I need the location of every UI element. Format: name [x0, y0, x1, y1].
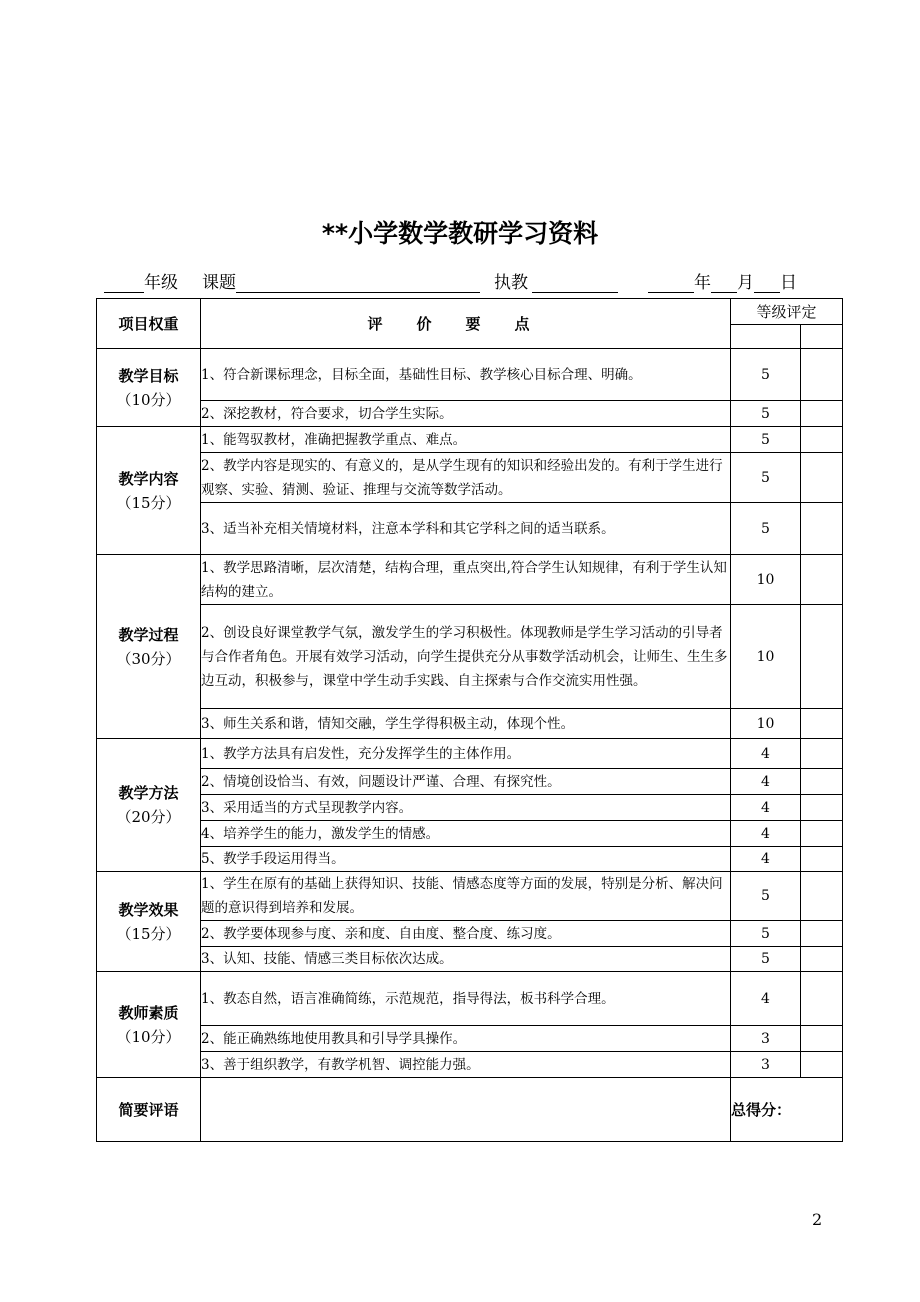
max-score: 4 [731, 739, 801, 769]
table-row [97, 847, 843, 872]
header-weight: 项目权重 [97, 299, 201, 349]
grade-input-cell[interactable] [801, 769, 843, 795]
category-cell [97, 872, 201, 972]
max-score: 5 [731, 427, 801, 453]
category-points: （10分） [116, 1027, 181, 1046]
teacher-blank[interactable] [532, 274, 618, 293]
lesson-info-line [104, 268, 824, 294]
criterion-text: 3、师生关系和谐，情知交融，学生学得积极主动，体现个性。 [201, 709, 731, 739]
grade-subheader-cell [731, 325, 801, 349]
evaluation-table [96, 298, 843, 1142]
grade-input-cell[interactable] [801, 1026, 843, 1052]
table-row [97, 1078, 843, 1142]
grade-input-cell[interactable] [801, 795, 843, 821]
grade-input-cell[interactable] [801, 605, 843, 709]
criterion-text: 1、符合新课标理念，目标全面，基础性目标、教学核心目标合理、明确。 [201, 349, 731, 401]
max-score: 5 [731, 401, 801, 427]
comment-label: 简要评语 [97, 1078, 201, 1142]
category-name: 教学目标 [118, 366, 179, 385]
criterion-text: 2、能正确熟练地使用教具和引导学具操作。 [201, 1026, 731, 1052]
criterion-text: 3、采用适当的方式呈现教学内容。 [201, 795, 731, 821]
grade-input-cell[interactable] [801, 872, 843, 921]
max-score: 4 [731, 769, 801, 795]
grade-input-cell[interactable] [801, 555, 843, 605]
criterion-text: 2、深挖教材，符合要求，切合学生实际。 [201, 401, 731, 427]
grade-label: 年级 [144, 273, 178, 293]
table-row [97, 769, 843, 795]
day-blank[interactable] [754, 274, 780, 293]
grade-input-cell[interactable] [801, 847, 843, 872]
category-points: （15分） [116, 493, 181, 512]
table-row [97, 795, 843, 821]
max-score: 4 [731, 821, 801, 847]
topic-blank[interactable] [236, 274, 480, 293]
category-name: 教学内容 [118, 469, 179, 488]
criterion-text: 2、情境创设恰当、有效，问题设计严谨、合理、有探究性。 [201, 769, 731, 795]
year-label: 年 [694, 273, 711, 293]
teacher-label: 执教 [494, 273, 528, 293]
category-points: （10分） [116, 390, 181, 409]
category-points: （20分） [116, 808, 181, 826]
criterion-text: 1、教态自然，语言准确简练，示范规范，指导得法，板书科学合理。 [201, 972, 731, 1026]
max-score: 5 [731, 947, 801, 972]
grade-input-cell[interactable] [801, 427, 843, 453]
table-row [97, 821, 843, 847]
criterion-text: 4、培养学生的能力，激发学生的情感。 [201, 821, 731, 847]
table-row [97, 709, 843, 739]
grade-input-cell[interactable] [801, 972, 843, 1026]
max-score: 5 [731, 349, 801, 401]
category-cell [97, 349, 201, 427]
document-title: **小学数学教研学习资料 [321, 219, 599, 248]
header-criteria: 评价要点 [201, 299, 731, 349]
category-cell [97, 739, 201, 872]
grade-input-cell[interactable] [801, 947, 843, 972]
table-row [97, 427, 843, 453]
category-name: 教学效果 [118, 900, 179, 919]
day-label: 日 [780, 273, 797, 293]
grade-input-cell[interactable] [801, 709, 843, 739]
grade-input-cell[interactable] [801, 503, 843, 555]
table-row [97, 453, 843, 503]
max-score: 3 [731, 1026, 801, 1052]
max-score: 10 [731, 555, 801, 605]
table-row [97, 349, 843, 401]
category-cell [97, 555, 201, 739]
table-row [97, 972, 843, 1026]
category-cell [97, 972, 201, 1078]
category-name: 教学方法 [118, 784, 179, 802]
table-row [97, 555, 843, 605]
criterion-text: 1、能驾驭教材，准确把握教学重点、难点。 [201, 427, 731, 453]
max-score: 5 [731, 453, 801, 503]
grade-input-cell[interactable] [801, 453, 843, 503]
grade-input-cell[interactable] [801, 739, 843, 769]
total-score-label[interactable]: 总得分： [731, 1078, 843, 1142]
category-points: （15分） [116, 924, 181, 943]
criterion-text: 3、适当补充相关情境材料，注意本学科和其它学科之间的适当联系。 [201, 503, 731, 555]
grade-input-cell[interactable] [801, 349, 843, 401]
table-row [97, 739, 843, 769]
max-score: 5 [731, 503, 801, 555]
grade-input-cell[interactable] [801, 401, 843, 427]
grade-input-cell[interactable] [801, 1052, 843, 1078]
table-row [97, 947, 843, 972]
table-row [97, 605, 843, 709]
month-label: 月 [737, 273, 754, 293]
max-score: 10 [731, 605, 801, 709]
category-points: （30分） [116, 649, 181, 668]
table-row [97, 1052, 843, 1078]
criterion-text: 1、教学方法具有启发性，充分发挥学生的主体作用。 [201, 739, 731, 769]
table-row [97, 503, 843, 555]
table-row [97, 401, 843, 427]
criterion-text: 3、认知、技能、情感三类目标依次达成。 [201, 947, 731, 972]
criterion-text: 3、善于组织教学，有教学机智、调控能力强。 [201, 1052, 731, 1078]
category-name: 教学过程 [118, 625, 179, 644]
grade-input-cell[interactable] [801, 921, 843, 947]
category-name: 教师素质 [118, 1003, 179, 1022]
max-score: 4 [731, 795, 801, 821]
grade-subheader-cell [801, 325, 843, 349]
criterion-text: 2、教学内容是现实的、有意义的，是从学生现有的知识和经验出发的。有利于学生进行观察、实验、猜测、验证、推理与交流等数学活动。 [201, 453, 731, 503]
header-grade: 等级评定 [731, 299, 843, 325]
criterion-text: 1、学生在原有的基础上获得知识、技能、情感态度等方面的发展，特别是分析、解决问题的意识得到培养和发展。 [201, 872, 731, 921]
criterion-text: 1、教学思路清晰，层次清楚，结构合理，重点突出,符合学生认知规律，有利于学生认知结构的建立。 [201, 555, 731, 605]
month-blank[interactable] [711, 274, 737, 293]
max-score: 10 [731, 709, 801, 739]
table-row [97, 872, 843, 921]
grade-input-cell[interactable] [801, 821, 843, 847]
topic-label: 课题 [202, 273, 236, 293]
grade-blank[interactable] [104, 274, 144, 293]
max-score: 4 [731, 847, 801, 872]
year-blank[interactable] [648, 274, 694, 293]
criterion-text: 2、创设良好课堂教学气氛，激发学生的学习积极性。体现教师是学生学习活动的引导者与合作者角色。开展有效学习活动，向学生提供充分从事数学活动机会，让师生、生生多边互动，积极参与，课堂中学生动手实践、自主探索与合作交流实用性强。 [201, 605, 731, 709]
max-score: 3 [731, 1052, 801, 1078]
max-score: 5 [731, 872, 801, 921]
max-score: 5 [731, 921, 801, 947]
category-cell [97, 427, 201, 555]
page-number: 2 [812, 1210, 823, 1229]
comment-input-cell[interactable] [201, 1078, 731, 1142]
table-row [97, 921, 843, 947]
criterion-text: 2、教学要体现参与度、亲和度、自由度、整合度、练习度。 [201, 921, 731, 947]
criterion-text: 5、教学手段运用得当。 [201, 847, 731, 872]
max-score: 4 [731, 972, 801, 1026]
table-row [97, 1026, 843, 1052]
